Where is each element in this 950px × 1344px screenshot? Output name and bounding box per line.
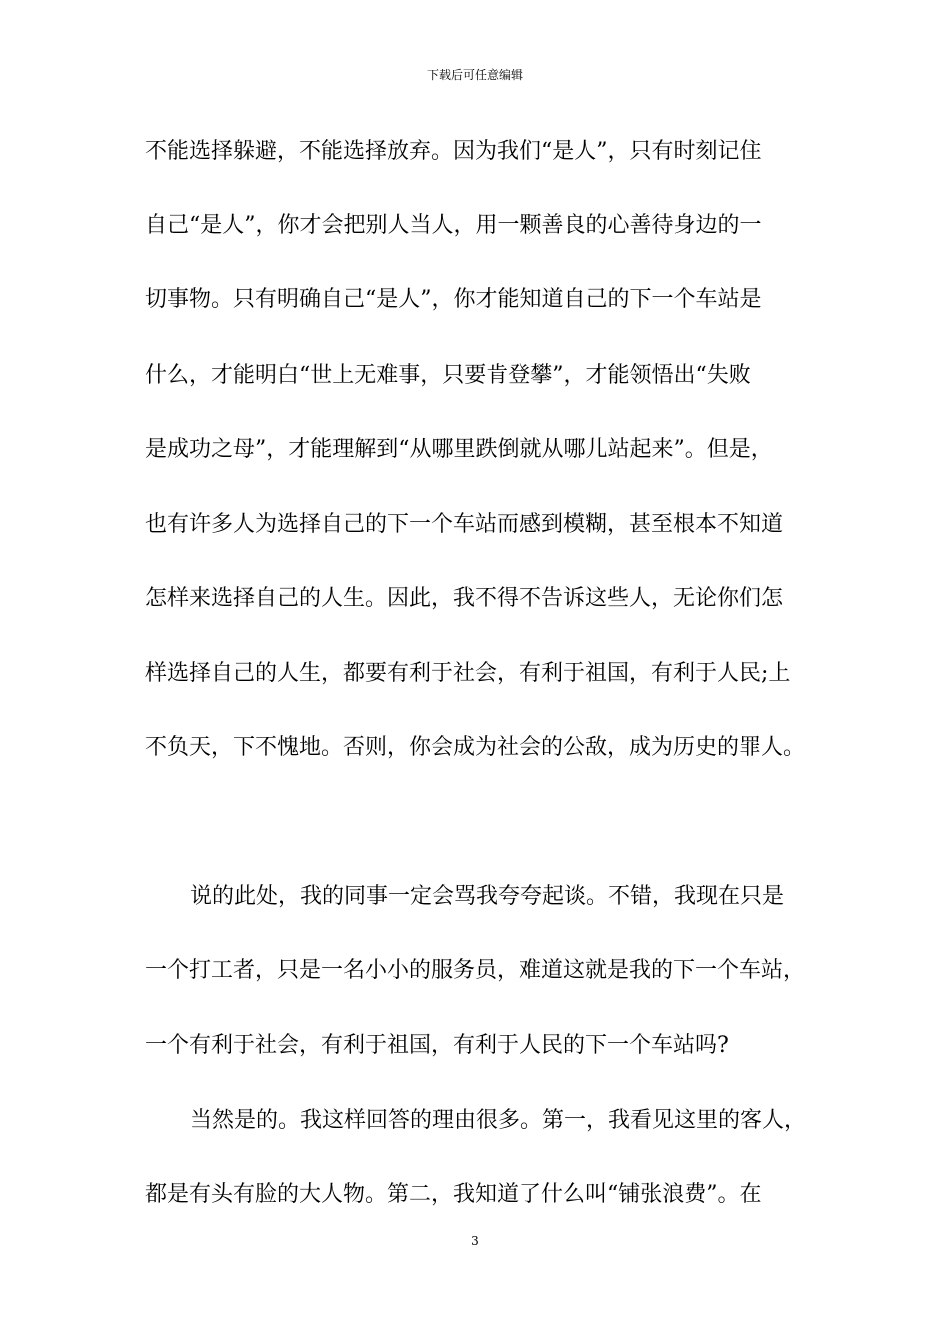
text-line: 一个打工者，只是一名小小的服务员，难道这就是我的下一个车站， bbox=[145, 958, 806, 983]
text-line: 不能选择躲避，不能选择放弃。因为我们“是人”，只有时刻记住 bbox=[145, 139, 762, 164]
text-line: 什么，才能明白“世上无难事，只要肯登攀”，才能领悟出“失败 bbox=[145, 363, 751, 388]
text-line: 一个有利于社会，有利于祖国，有利于人民的下一个车站吗? bbox=[145, 1033, 729, 1058]
text-line: 说的此处，我的同事一定会骂我夸夸起谈。不错，我现在只是 bbox=[190, 884, 785, 909]
text-line: 怎样来选择自己的人生。因此，我不得不告诉这些人，无论你们怎 bbox=[145, 586, 784, 611]
text-line: 都是有头有脸的大人物。第二，我知道了什么叫“铺张浪费”。在 bbox=[145, 1182, 762, 1207]
text-line: 自己“是人”，你才会把别人当人，用一颗善良的心善待身边的一 bbox=[145, 213, 762, 238]
text-line: 切事物。只有明确自己“是人”，你才能知道自己的下一个车站是 bbox=[145, 287, 762, 312]
page-number: 3 bbox=[471, 1234, 479, 1248]
text-line: 样选择自己的人生，都要有利于社会，有利于祖国，有利于人民;上 bbox=[145, 661, 791, 686]
page-header: 下载后可任意编辑 bbox=[426, 68, 523, 82]
text-line: 也有许多人为选择自己的下一个车站而感到模糊，甚至根本不知道 bbox=[145, 512, 784, 537]
text-line: 是成功之母”，才能理解到“从哪里跌倒就从哪儿站起来”。但是， bbox=[145, 437, 773, 462]
text-line: 不负天，下不愧地。否则，你会成为社会的公敌，成为历史的罪人。 bbox=[145, 735, 806, 760]
text-line: 当然是的。我这样回答的理由很多。第一，我看见这里的客人， bbox=[190, 1108, 807, 1133]
